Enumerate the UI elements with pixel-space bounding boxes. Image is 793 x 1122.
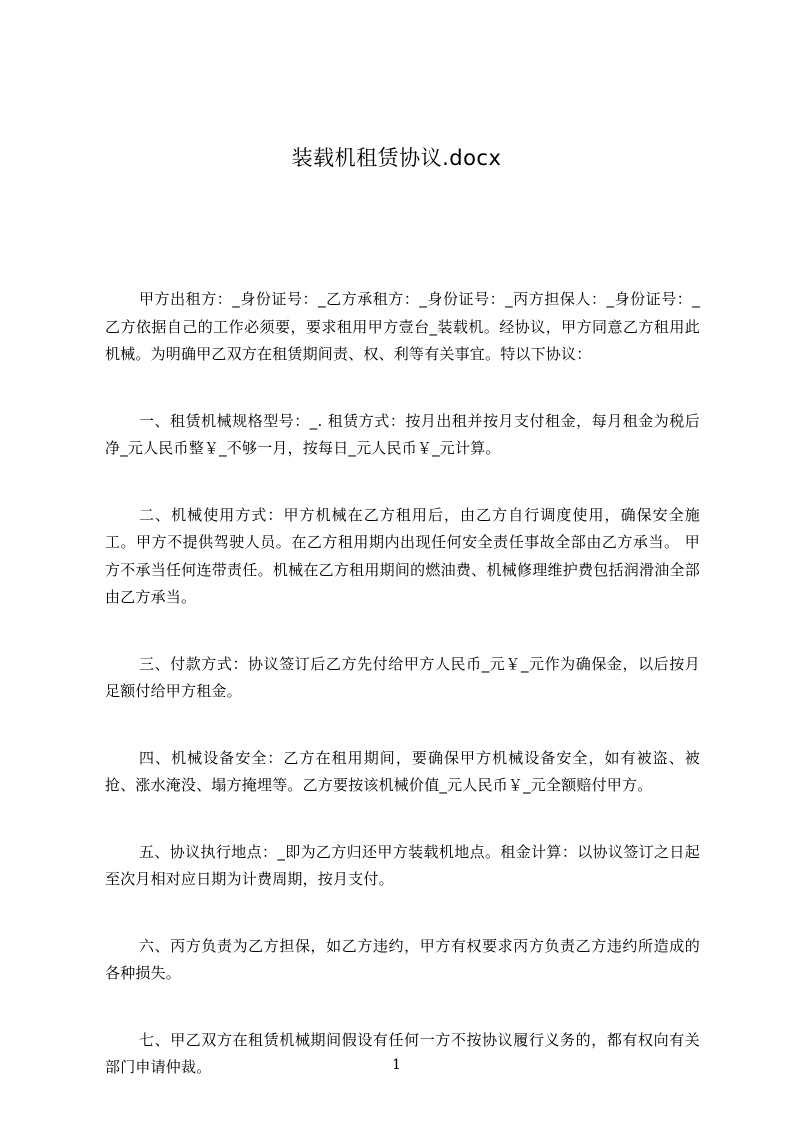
paragraph-parties: 甲方出租方：_身份证号：_乙方承租方：_身份证号：_丙方担保人：_身份证号：_乙方依据自己的工作必须要，要求租用甲方壹台_装载机。经协议，甲方同意乙方租用此机械。为明确甲乙双方在租赁期间责、权、利等有关事宜。特以下协议： [105, 290, 700, 363]
page-number: 1 [392, 1057, 401, 1073]
paragraph-clause-4: 四、机械设备安全：乙方在租用期间，要确保甲方机械设备安全，如有被盗、被抢、涨水淹没、塌方掩埋等。乙方要按该机械价值_元人民币￥_元全额赔付甲方。 [105, 748, 700, 794]
document-title: 装载机租赁协议.docx [291, 146, 502, 170]
paragraph-clause-6: 六、丙方负责为乙方担保，如乙方违约，甲方有权要求丙方负责乙方违约所造成的各种损失。 [105, 936, 700, 982]
paragraph-clause-5: 五、协议执行地点：_即为乙方归还甲方装载机地点。租金计算：以协议签订之日起至次月相对应日期为计费周期，按月支付。 [105, 842, 700, 888]
paragraph-clause-1: 一、租赁机械规格型号：_. 租赁方式：按月出租并按月支付租金，每月租金为税后净_元人民币整￥_不够一月，按每日_元人民币￥_元计算。 [105, 411, 700, 457]
paragraph-clause-7: 七、甲乙双方在租赁机械期间假设有任何一方不按协议履行义务的，都有权向有关部门申请仲裁。 [105, 1030, 700, 1076]
document-body [105, 286, 700, 1121]
paragraph-clause-3: 三、付款方式：协议签订后乙方先付给甲方人民币_元￥_元作为确保金，以后按月足额付给甲方租金。 [105, 654, 700, 700]
paragraph-clause-2: 二、机械使用方式：甲方机械在乙方租用后，由乙方自行调度使用，确保安全施工。甲方不提供驾驶人员。在乙方租用期内出现任何安全责任事故全部由乙方承当。 甲方不承当任何连带责任。机械在乙方租用期间的燃油费、机械修理维护费包括润滑油全部由乙方承当。 [105, 505, 700, 606]
